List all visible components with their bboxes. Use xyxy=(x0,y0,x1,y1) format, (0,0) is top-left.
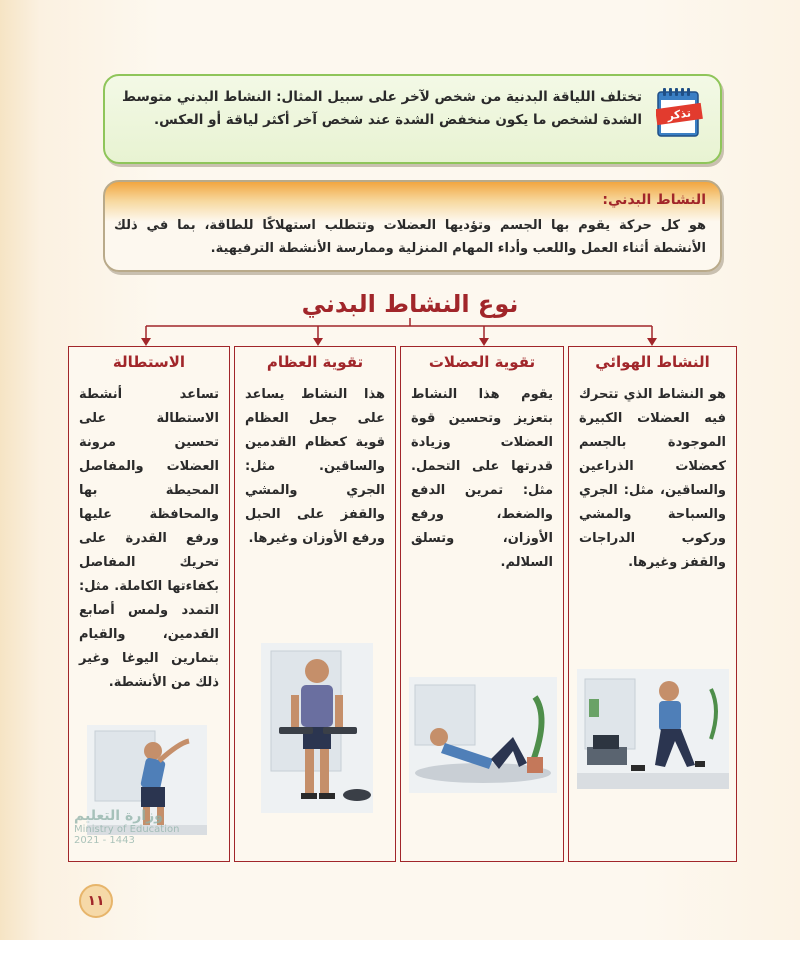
remember-icon-label: تذكر xyxy=(666,106,692,123)
column-text: تساعد أنشطة الاستطالة على تحسين مرونة العضلات والمفاصل المحيطة بها والمحافظة عليها ورفع القدرة على تحريك المفاصل بكفاءتها الكاملة. مثل: التمدد ولمس أصابع القدمين، والقيام بتمارين اليوغا وغير ذلك من الأنشطة. xyxy=(79,387,219,690)
definition-heading: النشاط البدني: xyxy=(602,192,706,208)
column-text: هذا النشاط يساعد على جعل العظام قوية كعظام القدمين والساقين. مثل: الجري والمشي والقفز على الحبل ورفع الأوزان وغيرها. xyxy=(245,387,385,546)
remember-text: تختلف اللياقة البدنية من شخص لآخر على سبيل المثال: النشاط البدني متوسط الشدة لشخص ما يكون منخفض الشدة عند شخص آخر أكثر لياقة أو العكس. xyxy=(122,89,642,128)
column-title: الاستطالة xyxy=(112,353,186,371)
lunge-illustration xyxy=(577,669,729,789)
bottom-band xyxy=(0,940,800,975)
watermark-english: Ministry of Education xyxy=(74,824,180,835)
situp-illustration xyxy=(409,677,557,793)
connector-arrows xyxy=(0,0,800,350)
column-bone xyxy=(234,346,396,862)
definition-text: هو كل حركة يقوم بها الجسم وتؤديها العضلات وتتطلب استهلاكًا للطاقة، بما في ذلك الأنشطة أثناء العمل واللعب وأداء المهام المنزلية وممارسة الأنشطة الترفيهية. xyxy=(114,218,706,256)
column-title: تقوية العظام xyxy=(266,353,364,371)
dumbbell-illustration xyxy=(261,643,373,813)
column-text: هو النشاط الذي تتحرك فيه العضلات الكبيرة الموجودة بالجسم كعضلات الذراعين والساقين، مثل: الجري والسباحة والمشي وركوب الدراجات والقفز وغيرها. xyxy=(579,387,726,570)
column-title: تقوية العضلات xyxy=(428,353,536,371)
watermark-year: 2021 - 1443 xyxy=(74,835,135,846)
main-title: نوع النشاط البدني xyxy=(301,290,519,318)
watermark-arabic: وزارة التعليم xyxy=(74,808,163,824)
page-number: ١١ xyxy=(79,884,113,918)
column-title: النشاط الهوائي xyxy=(595,353,710,371)
column-text: يقوم هذا النشاط بتعزيز وتحسين قوة العضلات وزيادة قدرتها على التحمل. مثل: تمرين الدفع والضغط، ورفع الأوزان، وتسلق السلالم. xyxy=(411,387,553,570)
ministry-watermark xyxy=(74,808,224,846)
column-stretch xyxy=(68,346,230,862)
column-muscle xyxy=(400,346,564,862)
column-aerobic xyxy=(568,346,737,862)
